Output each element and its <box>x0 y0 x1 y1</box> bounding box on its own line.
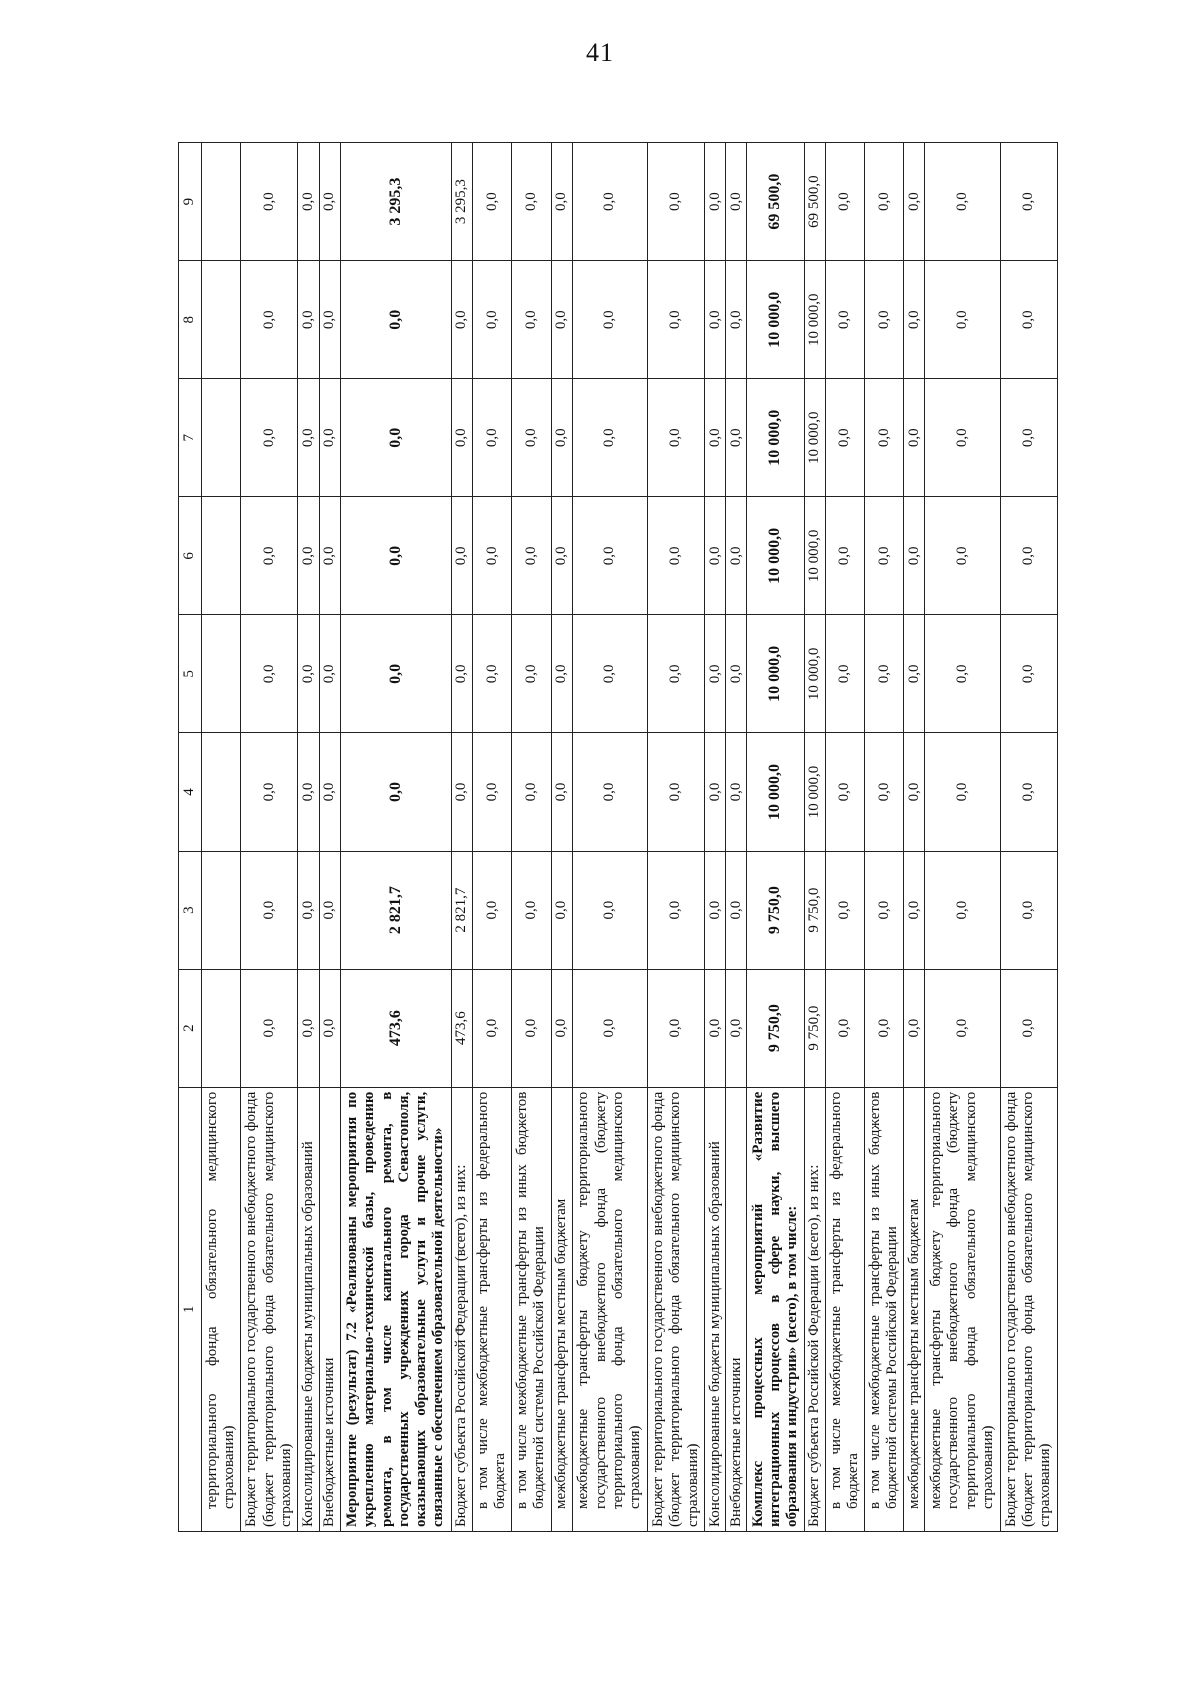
row-label: в том числе межбюджетные трансферты из федерального бюджета <box>473 1087 512 1531</box>
value-cell: 0,0 <box>298 969 319 1087</box>
value-cell: 0,0 <box>726 733 747 851</box>
table-row <box>319 143 340 1532</box>
value-cell: 0,0 <box>647 615 704 733</box>
value-cell: 0,0 <box>865 261 904 379</box>
value-cell: 0,0 <box>241 969 298 1087</box>
value-cell: 0,0 <box>473 379 512 497</box>
table-body <box>202 143 1058 1532</box>
row-label: Внебюджетные источники <box>726 1087 747 1531</box>
column-header: 4 <box>179 733 202 851</box>
value-cell: 0,0 <box>340 261 451 379</box>
value-cell: 0,0 <box>512 497 551 615</box>
value-cell: 0,0 <box>241 143 298 261</box>
value-cell: 0,0 <box>551 143 572 261</box>
value-cell: 0,0 <box>647 969 704 1087</box>
value-cell: 0,0 <box>726 143 747 261</box>
table-row <box>202 143 241 1532</box>
value-cell: 0,0 <box>551 497 572 615</box>
row-label: межбюджетные трансферты бюджету территориального государственного внебюджетного фонда (бюджету территориального фонда обязательного медицинского страхования) <box>572 1087 647 1531</box>
value-cell: 0,0 <box>319 615 340 733</box>
rotated-table-container <box>178 142 1058 1532</box>
value-cell: 10 000,0 <box>747 733 804 851</box>
value-cell: 0,0 <box>705 969 726 1087</box>
value-cell: 0,0 <box>726 615 747 733</box>
value-cell: 0,0 <box>551 851 572 969</box>
value-cell: 0,0 <box>298 851 319 969</box>
value-cell: 69 500,0 <box>747 143 804 261</box>
value-cell: 0,0 <box>340 615 451 733</box>
value-cell: 0,0 <box>705 615 726 733</box>
table-header <box>179 143 202 1532</box>
value-cell: 0,0 <box>647 733 704 851</box>
value-cell <box>202 733 241 851</box>
value-cell: 9 750,0 <box>804 969 825 1087</box>
value-cell: 0,0 <box>925 497 1000 615</box>
row-label: межбюджетные трансферты местным бюджетам <box>904 1087 925 1531</box>
value-cell: 0,0 <box>904 615 925 733</box>
value-cell: 0,0 <box>241 379 298 497</box>
table-row <box>572 143 647 1532</box>
column-header: 1 <box>179 1087 202 1531</box>
value-cell: 0,0 <box>473 615 512 733</box>
table-row <box>452 143 473 1532</box>
table-row <box>340 143 451 1532</box>
value-cell <box>202 261 241 379</box>
value-cell: 0,0 <box>551 379 572 497</box>
table-row <box>726 143 747 1532</box>
value-cell: 0,0 <box>904 379 925 497</box>
value-cell: 0,0 <box>1000 379 1057 497</box>
value-cell: 0,0 <box>904 969 925 1087</box>
value-cell: 0,0 <box>647 143 704 261</box>
value-cell: 0,0 <box>572 143 647 261</box>
table-row <box>298 143 319 1532</box>
row-label: межбюджетные трансферты бюджету территориального государственного внебюджетного фонда (бюджету территориального фонда обязательного медицинского страхования) <box>925 1087 1000 1531</box>
value-cell: 0,0 <box>572 851 647 969</box>
value-cell: 0,0 <box>319 969 340 1087</box>
value-cell: 0,0 <box>319 379 340 497</box>
value-cell: 0,0 <box>825 379 864 497</box>
value-cell: 0,0 <box>551 969 572 1087</box>
table-row <box>865 143 904 1532</box>
value-cell: 0,0 <box>572 615 647 733</box>
value-cell: 0,0 <box>825 261 864 379</box>
row-label: территориального фонда обязательного медицинского страхования) <box>202 1087 241 1531</box>
value-cell: 0,0 <box>572 969 647 1087</box>
value-cell <box>202 615 241 733</box>
value-cell: 0,0 <box>298 143 319 261</box>
value-cell: 0,0 <box>925 733 1000 851</box>
value-cell: 0,0 <box>473 851 512 969</box>
header-row <box>179 143 202 1532</box>
value-cell: 0,0 <box>452 733 473 851</box>
value-cell: 0,0 <box>1000 851 1057 969</box>
row-label: Бюджет территориального государственного внебюджетного фонда (бюджет территориального фонда обязательного медицинского страхования) <box>1000 1087 1057 1531</box>
value-cell: 0,0 <box>925 851 1000 969</box>
value-cell: 0,0 <box>925 261 1000 379</box>
value-cell: 0,0 <box>1000 615 1057 733</box>
value-cell: 10 000,0 <box>747 379 804 497</box>
value-cell: 0,0 <box>865 497 904 615</box>
table-row <box>551 143 572 1532</box>
value-cell: 0,0 <box>512 733 551 851</box>
value-cell: 10 000,0 <box>804 379 825 497</box>
value-cell: 0,0 <box>512 379 551 497</box>
value-cell: 0,0 <box>1000 969 1057 1087</box>
column-header: 5 <box>179 615 202 733</box>
value-cell: 0,0 <box>904 497 925 615</box>
value-cell: 0,0 <box>865 379 904 497</box>
value-cell: 0,0 <box>319 851 340 969</box>
value-cell: 0,0 <box>726 261 747 379</box>
value-cell <box>202 497 241 615</box>
value-cell: 0,0 <box>705 851 726 969</box>
value-cell: 0,0 <box>298 497 319 615</box>
row-label: Мероприятие (результат) 7.2 «Реализованы мероприятия по укреплению материально-технической базы, проведению ремонта, в том числе капитального ремонта, в государственных учреждениях города Севастополя, оказывающих образовательные услуги и прочие услуги, связанные с обеспечением образовательной деятельности» <box>340 1087 451 1531</box>
value-cell: 0,0 <box>241 733 298 851</box>
value-cell: 0,0 <box>241 615 298 733</box>
value-cell: 10 000,0 <box>804 615 825 733</box>
value-cell: 0,0 <box>473 143 512 261</box>
column-header: 8 <box>179 261 202 379</box>
value-cell: 2 821,7 <box>452 851 473 969</box>
value-cell: 0,0 <box>726 379 747 497</box>
row-label: Бюджет территориального государственного внебюджетного фонда (бюджет территориального фонда обязательного медицинского страхования) <box>647 1087 704 1531</box>
value-cell <box>202 379 241 497</box>
value-cell: 69 500,0 <box>804 143 825 261</box>
value-cell: 0,0 <box>865 143 904 261</box>
row-label: Консолидированные бюджеты муниципальных образований <box>298 1087 319 1531</box>
value-cell: 0,0 <box>473 261 512 379</box>
value-cell: 0,0 <box>241 851 298 969</box>
table-row <box>512 143 551 1532</box>
value-cell: 0,0 <box>572 379 647 497</box>
value-cell: 0,0 <box>298 379 319 497</box>
value-cell: 0,0 <box>647 497 704 615</box>
table-row <box>925 143 1000 1532</box>
column-header: 6 <box>179 497 202 615</box>
row-label: Бюджет территориального государственного внебюджетного фонда (бюджет территориального фонда обязательного медицинского страхования) <box>241 1087 298 1531</box>
value-cell: 0,0 <box>647 261 704 379</box>
budget-table <box>178 142 1058 1532</box>
value-cell: 2 821,7 <box>340 851 451 969</box>
value-cell: 0,0 <box>512 969 551 1087</box>
row-label: межбюджетные трансферты местным бюджетам <box>551 1087 572 1531</box>
value-cell: 0,0 <box>473 497 512 615</box>
value-cell: 0,0 <box>904 143 925 261</box>
value-cell: 10 000,0 <box>747 261 804 379</box>
row-label: в том числе межбюджетные трансферты из федерального бюджета <box>825 1087 864 1531</box>
value-cell: 0,0 <box>572 733 647 851</box>
table-row <box>825 143 864 1532</box>
value-cell: 0,0 <box>925 615 1000 733</box>
value-cell: 10 000,0 <box>804 261 825 379</box>
value-cell: 0,0 <box>298 615 319 733</box>
value-cell: 0,0 <box>825 969 864 1087</box>
value-cell: 0,0 <box>340 497 451 615</box>
value-cell: 0,0 <box>1000 497 1057 615</box>
value-cell: 0,0 <box>452 379 473 497</box>
value-cell: 0,0 <box>551 615 572 733</box>
value-cell: 0,0 <box>925 379 1000 497</box>
table-row <box>647 143 704 1532</box>
value-cell: 0,0 <box>825 615 864 733</box>
value-cell: 0,0 <box>319 497 340 615</box>
value-cell: 9 750,0 <box>747 969 804 1087</box>
value-cell: 0,0 <box>572 497 647 615</box>
value-cell: 0,0 <box>452 497 473 615</box>
value-cell: 0,0 <box>1000 733 1057 851</box>
value-cell <box>202 851 241 969</box>
value-cell: 0,0 <box>340 733 451 851</box>
value-cell: 0,0 <box>705 143 726 261</box>
row-label: Внебюджетные источники <box>319 1087 340 1531</box>
value-cell <box>202 143 241 261</box>
row-label: Консолидированные бюджеты муниципальных образований <box>705 1087 726 1531</box>
row-label: Комплекс процессных мероприятий «Развитие интеграционных процессов в сфере науки, высшего образования и индустрии» (всего), в том числе: <box>747 1087 804 1531</box>
column-header: 3 <box>179 851 202 969</box>
value-cell: 0,0 <box>1000 143 1057 261</box>
value-cell <box>202 969 241 1087</box>
column-header: 7 <box>179 379 202 497</box>
value-cell: 10 000,0 <box>804 733 825 851</box>
value-cell: 0,0 <box>1000 261 1057 379</box>
page-number: 41 <box>586 38 614 67</box>
column-header: 2 <box>179 969 202 1087</box>
column-header: 9 <box>179 143 202 261</box>
value-cell: 0,0 <box>726 851 747 969</box>
value-cell: 0,0 <box>705 733 726 851</box>
value-cell: 10 000,0 <box>747 615 804 733</box>
value-cell: 0,0 <box>512 851 551 969</box>
value-cell: 0,0 <box>705 379 726 497</box>
value-cell: 3 295,3 <box>340 143 451 261</box>
value-cell: 0,0 <box>551 733 572 851</box>
table-row <box>804 143 825 1532</box>
value-cell: 9 750,0 <box>804 851 825 969</box>
value-cell: 0,0 <box>925 143 1000 261</box>
value-cell: 0,0 <box>319 733 340 851</box>
value-cell: 10 000,0 <box>747 497 804 615</box>
value-cell: 0,0 <box>319 261 340 379</box>
value-cell: 0,0 <box>865 969 904 1087</box>
value-cell: 0,0 <box>726 497 747 615</box>
table-row <box>473 143 512 1532</box>
value-cell: 0,0 <box>551 261 572 379</box>
value-cell: 0,0 <box>904 851 925 969</box>
value-cell: 473,6 <box>340 969 451 1087</box>
value-cell: 0,0 <box>825 143 864 261</box>
value-cell: 0,0 <box>512 261 551 379</box>
value-cell: 0,0 <box>319 143 340 261</box>
table-row <box>705 143 726 1532</box>
value-cell: 0,0 <box>904 261 925 379</box>
table-row <box>904 143 925 1532</box>
value-cell: 0,0 <box>865 851 904 969</box>
table-row <box>1000 143 1057 1532</box>
value-cell: 0,0 <box>298 261 319 379</box>
value-cell: 0,0 <box>572 261 647 379</box>
value-cell: 0,0 <box>865 733 904 851</box>
row-label: Бюджет субъекта Российской Федерации (всего), из них: <box>452 1087 473 1531</box>
value-cell: 3 295,3 <box>452 143 473 261</box>
value-cell: 0,0 <box>241 497 298 615</box>
value-cell: 0,0 <box>904 733 925 851</box>
value-cell: 0,0 <box>647 851 704 969</box>
value-cell: 0,0 <box>825 497 864 615</box>
value-cell: 0,0 <box>298 733 319 851</box>
value-cell: 0,0 <box>705 261 726 379</box>
value-cell: 0,0 <box>865 615 904 733</box>
table-row <box>747 143 804 1532</box>
value-cell: 0,0 <box>512 143 551 261</box>
value-cell: 0,0 <box>512 615 551 733</box>
value-cell: 0,0 <box>647 379 704 497</box>
value-cell: 10 000,0 <box>804 497 825 615</box>
value-cell: 0,0 <box>452 261 473 379</box>
value-cell: 0,0 <box>825 733 864 851</box>
row-label: Бюджет субъекта Российской Федерации (всего), из них: <box>804 1087 825 1531</box>
value-cell: 0,0 <box>726 969 747 1087</box>
value-cell: 0,0 <box>473 733 512 851</box>
table-row <box>241 143 298 1532</box>
value-cell: 473,6 <box>452 969 473 1087</box>
value-cell: 0,0 <box>241 261 298 379</box>
value-cell: 0,0 <box>473 969 512 1087</box>
row-label: в том числе межбюджетные трансферты из иных бюджетов бюджетной системы Российской Федерации <box>865 1087 904 1531</box>
value-cell: 0,0 <box>705 497 726 615</box>
row-label: в том числе межбюджетные трансферты из иных бюджетов бюджетной системы Российской Федерации <box>512 1087 551 1531</box>
value-cell: 9 750,0 <box>747 851 804 969</box>
value-cell: 0,0 <box>452 615 473 733</box>
value-cell: 0,0 <box>925 969 1000 1087</box>
value-cell: 0,0 <box>825 851 864 969</box>
value-cell: 0,0 <box>340 379 451 497</box>
